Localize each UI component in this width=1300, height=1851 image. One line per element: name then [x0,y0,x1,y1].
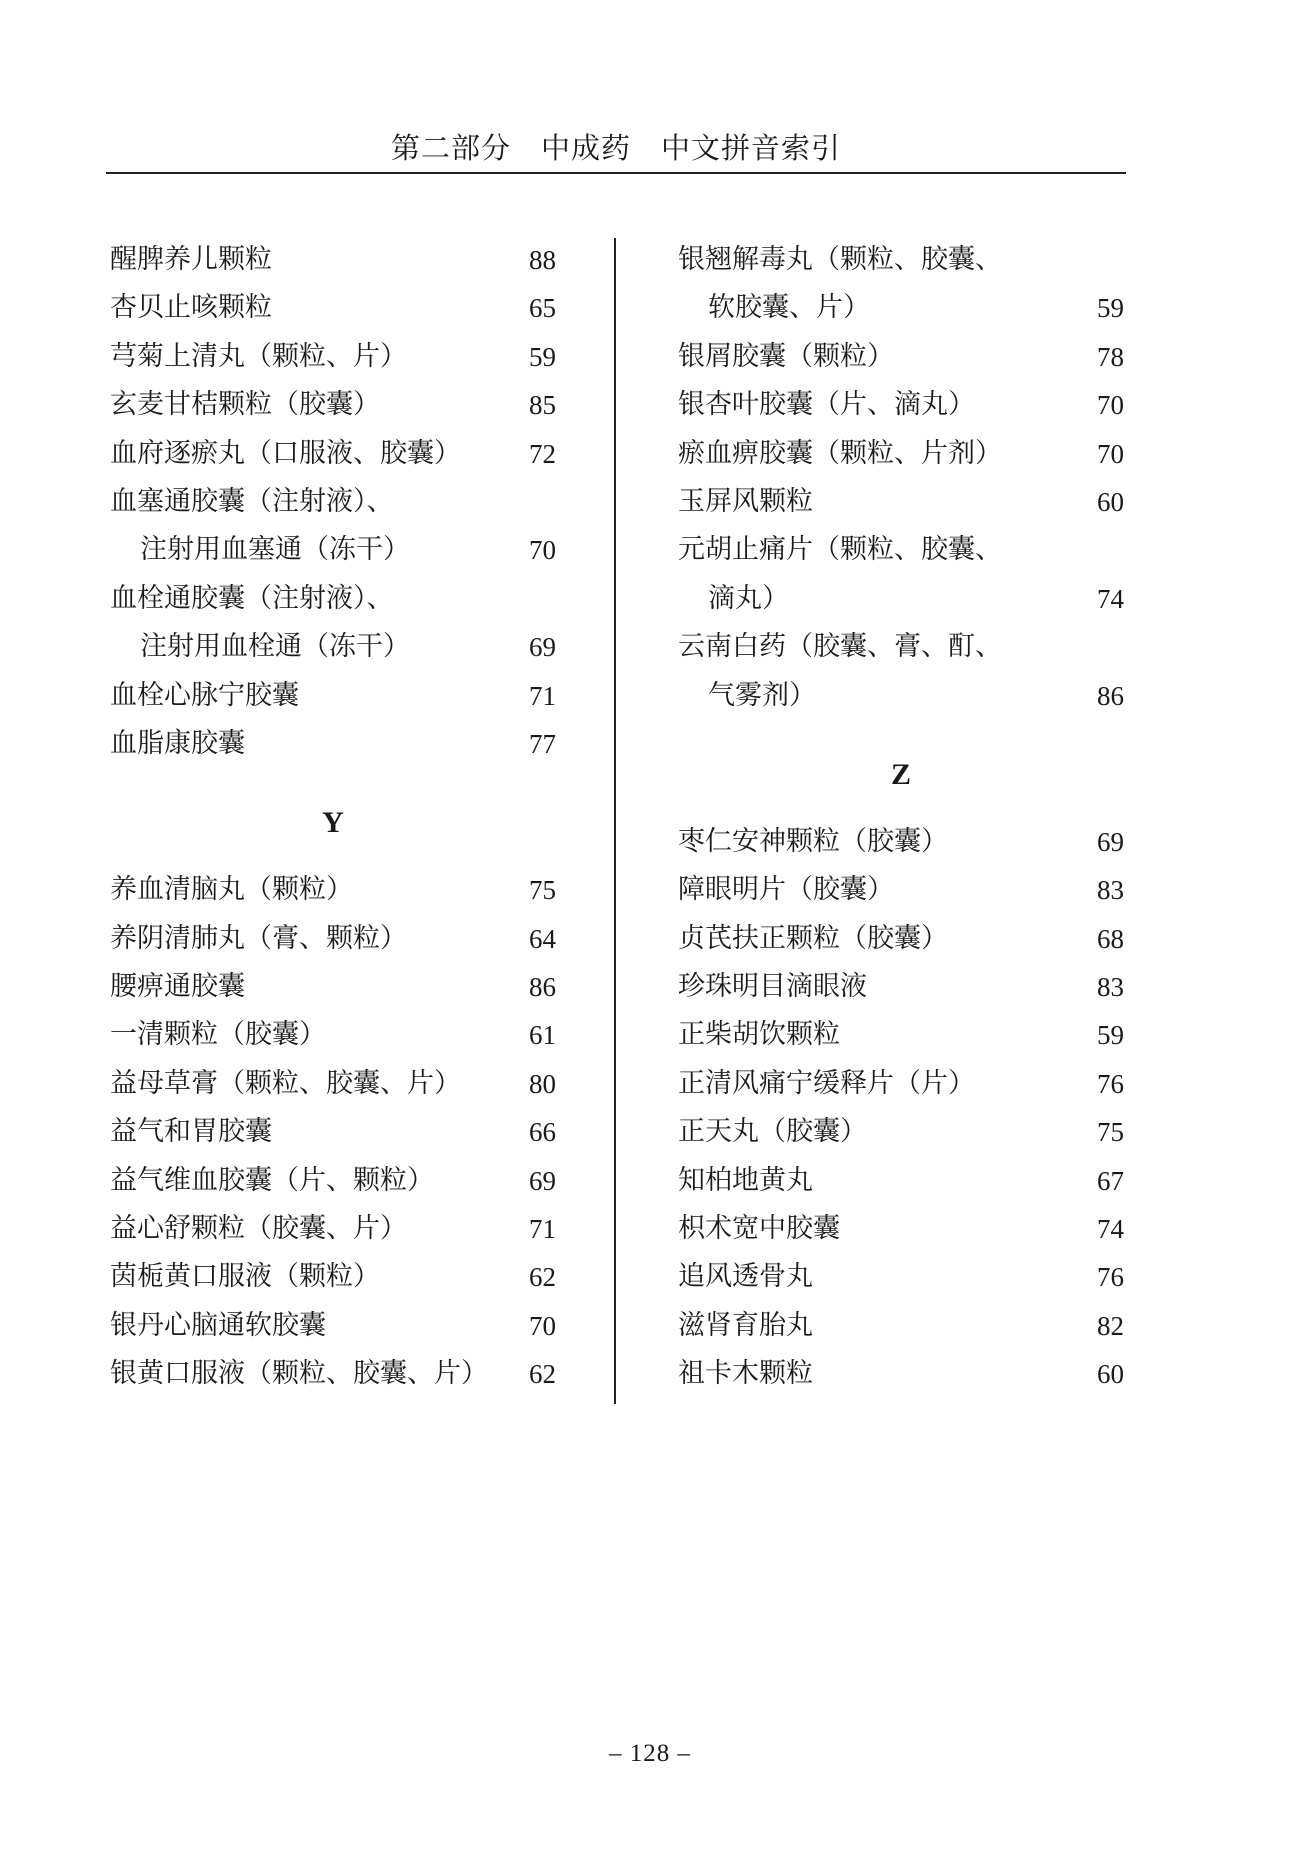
entry-name: 滋肾育胎丸 [678,1309,813,1341]
entry-page-number: 70 [1097,390,1124,421]
index-entry [110,915,556,963]
entry-name: 血脂康胶囊 [110,727,245,759]
entry-page-number: 59 [529,341,556,372]
entry-page-number: 66 [529,1117,556,1148]
entry-name: 益母草膏（颗粒、胶囊、片） [110,1067,461,1099]
entry-name: 银黄口服液（颗粒、胶囊、片） [110,1358,488,1390]
entry-page-number: 69 [529,1165,556,1196]
entry-name: 障眼明片（胶囊） [678,874,894,906]
index-entry [678,236,1124,284]
entry-page-number: 70 [529,1310,556,1341]
entry-page-number: 69 [1097,826,1124,857]
page-header: 第二部分 中成药 中文拼音索引 [106,128,1126,174]
entry-page-number: 78 [1097,341,1124,372]
entry-page-number: 70 [1097,438,1124,469]
entry-name: 醒脾养儿颗粒 [110,244,272,275]
entry-name: 银屑胶囊（颗粒） [678,340,894,372]
entry-page-number: 80 [529,1068,556,1099]
entry-name: 芎菊上清丸（颗粒、片） [110,340,407,372]
index-entry [110,478,556,526]
section-letter-z: Z [890,757,911,791]
index-entry [678,430,1124,478]
entry-name: 贞芪扶正颗粒（胶囊） [678,922,948,954]
entry-name: 腰痹通胶囊 [110,971,245,1003]
entry-page-number: 83 [1097,972,1124,1003]
index-entry [110,1205,556,1253]
entry-page-number: 59 [1097,293,1124,324]
index-entry [678,866,1124,914]
entry-name: 祖卡木颗粒 [678,1358,813,1390]
index-entry [110,866,556,914]
index-entry [678,1253,1124,1301]
index-column-left [110,236,556,1399]
entry-name: 银丹心脑通软胶囊 [110,1309,326,1341]
entry-name: 玄麦甘桔颗粒（胶囊） [110,389,380,421]
index-entry [110,430,556,478]
entry-name: 元胡止痛片（颗粒、胶囊、 [678,534,1002,566]
page-number: – 128 – [609,1740,691,1767]
entry-page-number: 65 [529,293,556,324]
index-entry [678,818,1124,866]
index-entry [110,236,556,284]
index-entry [110,1011,556,1059]
entry-name: 血府逐瘀丸（口服液、胶囊） [110,437,461,469]
index-entry [678,478,1124,526]
index-entry-continuation [110,623,556,671]
entry-page-number: 69 [529,632,556,663]
index-entry [678,526,1124,574]
entry-page-number: 85 [529,390,556,421]
index-group-x [110,236,556,768]
index-entry [110,1253,556,1301]
entry-name: 益气维血胶囊（片、颗粒） [110,1164,434,1196]
entry-page-number: 86 [1097,680,1124,711]
entry-name: 枳术宽中胶囊 [678,1213,840,1245]
index-entry [110,284,556,332]
entry-name: 追风透骨丸 [678,1261,813,1293]
index-entry [678,1350,1124,1398]
entry-page-number: 77 [529,728,556,759]
entry-name: 正清风痛宁缓释片（片） [678,1067,975,1099]
index-entry [678,963,1124,1011]
entry-name: 血塞通胶囊（注射液）、 [110,485,394,517]
entry-name: 气雾剂） [708,679,816,711]
entry-name: 正柴胡饮颗粒 [678,1019,840,1051]
entry-name: 杏贝止咳颗粒 [110,292,272,324]
entry-page-number: 72 [529,438,556,469]
index-entry [678,1108,1124,1156]
index-entry [110,963,556,1011]
entry-name: 血栓通胶囊（注射液）、 [110,582,394,614]
entry-name: 珍珠明目滴眼液 [678,971,867,1003]
index-group-z [678,818,1124,1399]
index-entry [110,672,556,720]
index-entry-continuation [678,672,1124,720]
index-entry [110,575,556,623]
index-group-y-continued [678,236,1124,720]
entry-name: 软胶囊、片） [708,292,870,324]
entry-name: 云南白药（胶囊、膏、酊、 [678,631,1002,663]
entry-page-number: 76 [1097,1068,1124,1099]
index-entry [110,720,556,768]
entry-page-number: 68 [1097,923,1124,954]
index-entry-continuation [678,575,1124,623]
entry-name: 银翘解毒丸（颗粒、胶囊、 [678,244,1002,275]
entry-page-number: 71 [529,1214,556,1245]
entry-name: 正天丸（胶囊） [678,1116,867,1148]
entry-page-number: 61 [529,1020,556,1051]
index-entry-continuation [110,526,556,574]
entry-page-number: 74 [1097,583,1124,614]
entry-name: 滴丸） [708,582,789,614]
entry-name: 知柏地黄丸 [678,1164,813,1196]
index-entry [678,1060,1124,1108]
section-letter-y: Y [322,806,344,840]
entry-page-number: 88 [529,245,556,275]
index-entry [110,333,556,381]
entry-name: 一清颗粒（胶囊） [110,1019,326,1051]
entry-page-number: 82 [1097,1310,1124,1341]
index-entry-continuation [678,284,1124,332]
index-entry [678,915,1124,963]
entry-page-number: 74 [1097,1214,1124,1245]
entry-name: 玉屏风颗粒 [678,485,813,517]
index-entry [678,1011,1124,1059]
entry-name: 注射用血塞通（冻干） [140,534,410,566]
index-entry [110,1350,556,1398]
entry-name: 血栓心脉宁胶囊 [110,679,299,711]
index-entry [678,333,1124,381]
entry-name: 益气和胃胶囊 [110,1116,272,1148]
entry-page-number: 83 [1097,875,1124,906]
entry-name: 银杏叶胶囊（片、滴丸） [678,389,975,421]
entry-name: 养血清脑丸（颗粒） [110,874,353,906]
index-entry [110,1060,556,1108]
entry-name: 茵栀黄口服液（颗粒） [110,1261,380,1293]
index-entry [678,1205,1124,1253]
entry-page-number: 86 [529,972,556,1003]
index-entry [678,1157,1124,1205]
entry-page-number: 67 [1097,1165,1124,1196]
column-divider [614,238,616,1404]
entry-page-number: 60 [1097,486,1124,517]
entry-page-number: 76 [1097,1262,1124,1293]
entry-name: 瘀血痹胶囊（颗粒、片剂） [678,437,1002,469]
index-entry [678,623,1124,671]
index-entry [110,1108,556,1156]
entry-name: 益心舒颗粒（胶囊、片） [110,1213,407,1245]
index-entry [110,381,556,429]
entry-page-number: 62 [529,1359,556,1390]
entry-page-number: 75 [1097,1117,1124,1148]
index-entry [110,1157,556,1205]
entry-page-number: 70 [529,535,556,566]
entry-page-number: 71 [529,680,556,711]
entry-page-number: 60 [1097,1359,1124,1390]
index-entry [678,381,1124,429]
entry-page-number: 75 [529,875,556,906]
index-entry [110,1302,556,1350]
entry-page-number: 64 [529,923,556,954]
entry-name: 养阴清肺丸（膏、颗粒） [110,922,407,954]
entry-name: 枣仁安神颗粒（胶囊） [678,825,948,857]
entry-page-number: 59 [1097,1020,1124,1051]
index-group-y [110,866,556,1398]
index-entry [678,1302,1124,1350]
index-column-right [678,236,1124,1399]
entry-page-number: 62 [529,1262,556,1293]
entry-name: 注射用血栓通（冻干） [140,631,410,663]
